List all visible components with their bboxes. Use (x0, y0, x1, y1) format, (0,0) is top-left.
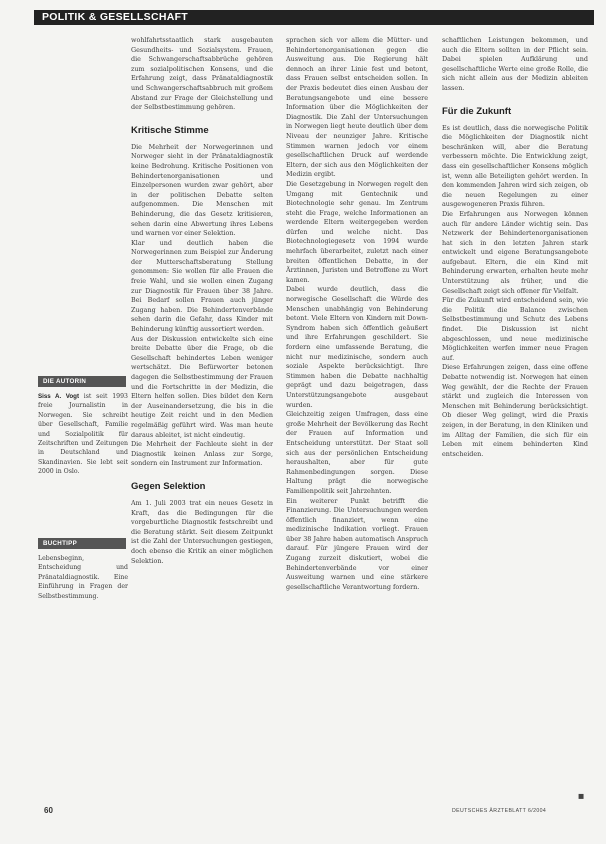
paragraph: Die Gesetzgebung in Norwegen regelt den Umgang mit Gentechnik und Biotechnologie sehr genau. Im Zentrum steht die Frage, welche Informationen an werdende Eltern weitergegeben werden dürfen und welche nicht. Das Biotechnologiegesetz von 1994 wurde mehrfach überarbeitet, zuletzt nach einer breiten öffentlichen Debatte, in der Ärztinnen, Juristen und Betroffene zu Wort kamen. (286, 179, 428, 284)
section-header-bar (34, 10, 594, 25)
subheading-gegen-selektion: Gegen Selektion (131, 480, 206, 492)
section-title: POLITIK & GESELLSCHAFT (42, 11, 189, 23)
paragraph: Es ist deutlich, dass die norwegische Politik die Möglichkeiten der Diagnostik nicht beschränken will, aber die Beratung verbessern möchte. Die Entwicklung zeigt, dass ein gesellschaftlicher Konsens möglich ist, wenn alle Beteiligten gehört werden. In den kommenden Jahren wird sich zeigen, ob die neuen Regelungen zu einer ausgewogeneren Praxis führen. (442, 123, 588, 209)
paragraph: schaftlichen Leistungen bekommen, und auch die Eltern sollten in der Pflicht sein. Dabei spielen Aufklärung und gesellschaftliche Werte eine große Rolle, die sich nicht allein aus der Medizin ableiten lassen. (442, 36, 588, 92)
subheading-fuer-die-zukunft: Für die Zukunft (442, 105, 512, 117)
paragraph: sprachen sich vor allem die Mütter- und Behindertenorganisationen gegen die Ausweitung aus. Die Regierung hält dennoch an ihrer Linie fest und betont, dass Frauen selbst entscheiden sollen. In der Praxis bedeutet dies einen Ausbau der Beratungsangebote und eine bessere Information über die Möglichkeiten der Diagnostik. Die Zahl der Untersuchungen in Norwegen liegt heute deutlich über dem Niveau der neunziger Jahre. Kritische Stimmen warnen jedoch vor einem gesellschaftlichen Druck auf werdende Eltern, der sich aus den Möglichkeiten der Medizin ergibt. (286, 36, 428, 179)
paragraph: Ein weiterer Punkt betrifft die Finanzierung. Die Untersuchungen werden öffentlich finanziert, wenn eine medizinische Indikation vorliegt. Frauen über 38 Jahre haben automatisch Anspruch darauf. Für jüngere Frauen wird der Zugang zurzeit diskutiert, wobei die Behindertenverbände vor einer Ausweitung warnen und eine stärkere gesellschaftliche Verantwortung fordern. (286, 496, 428, 591)
article-column-1 (131, 36, 273, 816)
paragraph: Die Erfahrungen aus Norwegen können auch für andere Länder wichtig sein. Das Netzwerk der Behindertenorganisationen hat sich in den letzten Jahren stark entwickelt und eigene Beratungsangebote aufgebaut. Eltern, die ein Kind mit Behinderung erwarten, erhalten heute mehr Unterstützung als früher, und die Gesellschaft zeigt sich offener für Vielfalt. (442, 209, 588, 295)
author-name: Siss A. Vogt (38, 393, 80, 400)
subheading-kritische-stimme: Kritische Stimme (131, 124, 209, 136)
paragraph: Diese Erfahrungen zeigen, dass eine offene Debatte notwendig ist. Norwegen hat einen Weg gewählt, der die Rechte der Frauen stärkt und zugleich die Interessen von Menschen mit Behinderung berücksichtigt. Ob dieser Weg gelingt, wird die Praxis zeigen, in der Beratung, in den Kliniken und im Alltag der Familien, die sich für ein Leben mit einem behinderten Kind entscheiden. (442, 363, 588, 458)
paragraph: wohlfahrtsstaatlich stark ausgebauten Gesundheits- und Sozialsystem. Frauen, die Schwangerschaftsabbrüche gehören zum sozialpolitischen Konsens, und die Erfahrung zeigt, dass Pränataldiagnostik und Schwangerschaftsabbruch mit großem Abstand zur Frage der Gleichstellung und der Selbstbestimmung gehören. (131, 36, 273, 112)
booktip-box-text: Lebensbeginn, Entscheidung und Pränataldiagnostik. Eine Einführung in Fragen der Selbstbestimmung. (38, 555, 128, 600)
paragraph: Für die Zukunft wird entscheidend sein, wie die Politik die Balance zwischen Selbstbestimmung und Schutz des Lebens findet. Die Diskussion ist nicht abgeschlossen, und neue medizinische Möglichkeiten werfen immer neue Fragen auf. (442, 296, 588, 362)
publication-footer: DEUTSCHES ÄRZTEBLATT 6/2004 (452, 808, 547, 814)
paragraph: Klar und deutlich haben die Norwegerinnen zum Beispiel zur Änderung der Mutterschaftsberatung Stellung genommen: Sie wollen für alle Frauen die freie Wahl, und sie wollen einen Zugang zur Diagnostik für Frauen über 38 Jahre. Bei Bedarf sollen Frauen auch jünger Zugang haben. Die Behindertenverbände sehen darin die Gefahr, dass Kinder mit Behinderung künftig aussortiert werden. (131, 238, 273, 334)
author-box-heading: DIE AUTORIN (38, 376, 126, 387)
paragraph: Am 1. Juli 2003 trat ein neues Gesetz in Kraft, das die Bedingungen für die vorgeburtliche Diagnostik festschreibt und die Beratung stärkt. Seit diesem Zeitpunkt ist die Zahl der Untersuchungen gestiegen, doch ebenso die Kritik an einer möglichen Selektion. (131, 498, 273, 565)
paragraph: Dabei wurde deutlich, dass die norwegische Gesellschaft die Würde des Menschen unabhängig von Behinderung betont. Viele Eltern von Kindern mit Down-Syndrom haben sich öffentlich geäußert und ihre Erfahrungen geschildert. Sie fordern eine umfassende Beratung, die nicht nur medizinische, sondern auch soziale Aspekte berücksichtigt. Ihre Stimmen haben die Debatte nachhaltig geprägt und dazu beigetragen, dass Unterstützungsangebote ausgebaut wurden. (286, 285, 428, 409)
paragraph: Die Mehrheit der Fachleute sieht in der Diagnostik keinen Anlass zur Sorge, sondern ein Instrument zur Information. (131, 440, 273, 468)
article-end-mark: ■ (578, 792, 585, 800)
article-column-3 (442, 36, 588, 816)
author-bio: ist seit 1993 freie Journalistin in Norwegen. Sie schreibt über Gesellschaft, Familie und Sozialpolitik für Zeitschriften und Zeitungen in Deutschland und Skandinavien. Sie lebt seit 2000 in Oslo. (38, 393, 128, 476)
page-number: 60 (44, 806, 53, 815)
paragraph: Die Mehrheit der Norwegerinnen und Norweger sieht in der Pränataldiagnostik keine Bedrohung. Kritische Positionen von Behindertenorganisationen und Einzelpersonen wurden zwar gehört, aber in der politischen Debatte selten aufgenommen. Die Menschen mit Behinderung, die das Gesetz kritisieren, sehen darin eine Abwertung ihres Lebens und warnen vor einer Selektion. (131, 142, 273, 238)
paragraph: Aus der Diskussion entwickelte sich eine breite Debatte über die Frage, ob die Gesellschaft behindertes Leben weniger wertschätzt. Die Befürworter betonen dagegen die Selbstbestimmung der Frauen und die Fortschritte in der Medizin, die Eltern helfen sollen. Dies bildet den Kern der Auseinandersetzung, die bis in die heutige Zeit reicht und in den Medien regelmäßig geführt wird. Was man heute daraus ableitet, ist nicht eindeutig. (131, 334, 273, 439)
article-column-2 (286, 36, 428, 816)
paragraph: Gleichzeitig zeigen Umfragen, dass eine große Mehrheit der Bevölkerung das Recht der Frauen auf Information und Entscheidung unterstützt. Der Staat soll sich aus der persönlichen Entscheidung heraushalten, aber für gute Rahmenbedingungen sorgen. Diese Haltung prägt die norwegische Familienpolitik seit Jahrzehnten. (286, 410, 428, 495)
author-box-text (38, 392, 128, 477)
booktip-box-heading: BUCHTIPP (38, 538, 126, 549)
